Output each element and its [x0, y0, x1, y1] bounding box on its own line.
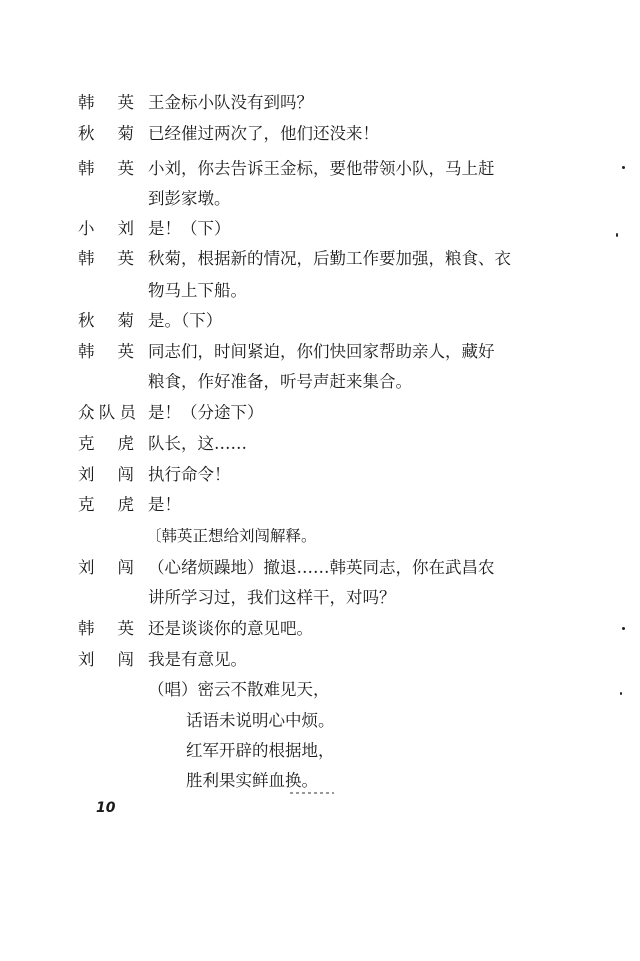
speaker-name: 刘 闯	[78, 465, 134, 484]
dialogue-text: 执行命令！	[148, 465, 231, 484]
ink-smudge	[290, 792, 334, 794]
speaker-name: 克 虎	[78, 495, 134, 514]
dialogue-text: 秋菊，根据新的情况，后勤工作要加强，粮食、衣	[148, 249, 511, 268]
dialogue-text: 讲所学习过，我们这样干，对吗？	[148, 588, 396, 607]
speaker-name: 韩 英	[78, 249, 134, 268]
speaker-name: 韩 英	[78, 159, 134, 178]
speaker-name: 韩 英	[78, 93, 134, 112]
speaker-name: 刘 闯	[78, 650, 134, 669]
dialogue-text: 到彭家墩。	[148, 189, 231, 208]
speaker-name: 秋 菊	[78, 311, 134, 330]
speaker-name: 小 刘	[78, 219, 134, 238]
scan-speck	[622, 627, 625, 630]
speaker-name: 克 虎	[78, 434, 134, 453]
song-text: 红军开辟的根据地，	[186, 741, 335, 760]
speaker-name: 韩 英	[78, 342, 134, 361]
speaker-name: 秋 菊	[78, 124, 134, 143]
speaker-name: 刘 闯	[78, 558, 134, 577]
dialogue-text: 已经催过两次了，他们还没来！	[148, 124, 379, 143]
dialogue-text: 王金标小队没有到吗？	[148, 93, 313, 112]
dialogue-text: 我是有意见。	[148, 650, 247, 669]
dialogue-text: 小刘，你去告诉王金标，要他带领小队，马上赶	[148, 159, 495, 178]
speaker-name: 众 队 员	[78, 403, 136, 422]
stage-direction-text: 〔韩英正想给刘闯解释。	[146, 527, 317, 545]
dialogue-text: 同志们，时间紧迫，你们快回家帮助亲人，藏好	[148, 342, 495, 361]
scan-speck	[616, 233, 618, 237]
dialogue-text: 是！（下）	[148, 219, 231, 238]
dialogue-text: 队长，这……	[148, 434, 247, 453]
speaker-name: 韩 英	[78, 619, 134, 638]
page-number: 10	[96, 800, 116, 816]
song-text: 话语未说明心中烦。	[186, 711, 335, 730]
song-text: 胜利果实鲜血换。	[186, 771, 318, 790]
dialogue-text: 是。（下）	[148, 311, 223, 330]
dialogue-text: （心绪烦躁地）撤退……韩英同志，你在武昌农	[148, 558, 495, 577]
song-text: （唱）密云不散难见天，	[148, 680, 330, 699]
scan-speck	[620, 692, 622, 695]
dialogue-text: 粮食，作好准备，听号声赶来集合。	[148, 372, 412, 391]
dialogue-text: 是！	[148, 495, 181, 514]
dialogue-text: 还是谈谈你的意见吧。	[148, 619, 313, 638]
dialogue-text: 是！（分途下）	[148, 403, 264, 422]
scan-speck	[622, 166, 625, 169]
dialogue-text: 物马上下船。	[148, 281, 247, 300]
